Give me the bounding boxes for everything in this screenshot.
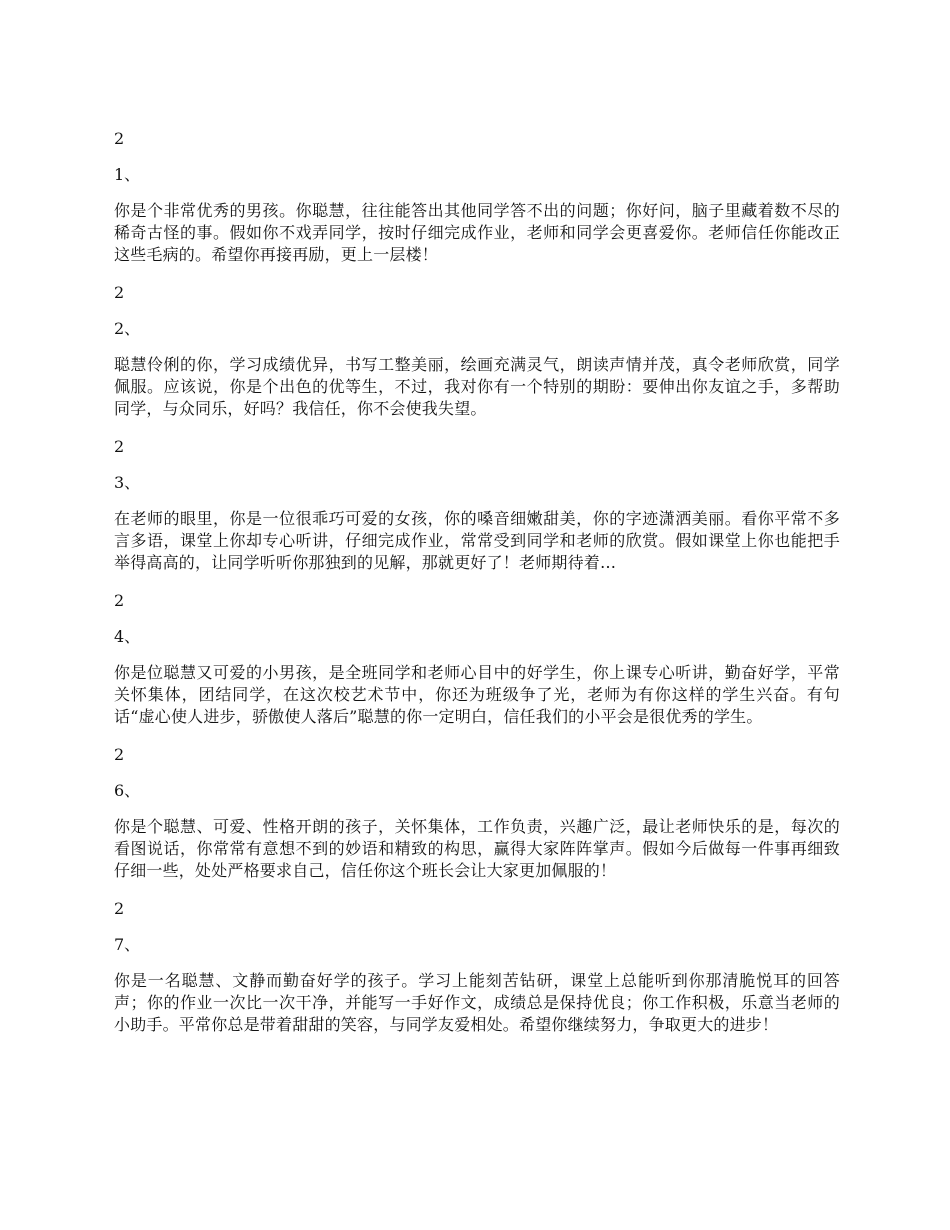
entry-paragraph: 聪慧伶俐的你，学习成绩优异，书写工整美丽，绘画充满灵气，朗读声情并茂，真令老师欣赏，同学佩服。应该说，你是个出色的优等生，不过，我对你有一个特别的期盼：要伸出你友谊之手，多帮助同学，与众同乐，好吗？我信任，你不会使我失望。 [114,355,840,418]
comment-entry-1 [114,128,840,266]
entry-index: 7、 [114,935,141,954]
entry-paragraph: 在老师的眼里，你是一位很乖巧可爱的女孩，你的嗓音细嫩甜美，你的字迹潇洒美丽。看你平常不多言多语，课堂上你却专心听讲，仔细完成作业，常常受到同学和老师的欣赏。假如课堂上你也能把手举得高高的，让同学听听你那独到的见解，那就更好了！老师期待着… [114,509,840,572]
entry-paragraph: 你是位聪慧又可爱的小男孩，是全班同学和老师心目中的好学生，你上课专心听讲，勤奋好学，平常关怀集体，团结同学，在这次校艺术节中，你还为班级争了光，老师为有你这样的学生兴奋。有句话“虚心使人进步，骄傲使人落后”聪慧的你一定明白，信任我们的小平会是很优秀的学生。 [114,663,840,726]
entry-paragraph: 你是个聪慧、可爱、性格开朗的孩子，关怀集体，工作负责，兴趣广泛，最让老师快乐的是，每次的看图说话，你常常有意想不到的妙语和精致的构思，赢得大家阵阵掌声。假如今后做每一件事再细致仔细一些，处处严格要求自己，信任你这个班长会让大家更加佩服的！ [114,817,840,880]
entry-paragraph: 你是个非常优秀的男孩。你聪慧，往往能答出其他同学答不出的问题；你好问，脑子里藏着数不尽的稀奇古怪的事。假如你不戏弄同学，按时仔细完成作业，老师和同学会更喜爱你。老师信任你能改正这些毛病的。希望你再接再励，更上一层楼！ [114,201,840,264]
entry-number: 2 [114,283,125,302]
entry-number: 2 [114,591,125,610]
entry-index: 3、 [114,473,141,492]
entry-index: 1、 [114,165,141,184]
comment-entry-6 [114,898,840,1036]
document-body [114,128,840,1052]
entry-number: 2 [114,129,125,148]
comment-entry-5 [114,744,840,882]
comment-entry-4 [114,590,840,728]
entry-number: 2 [114,899,125,918]
comment-entry-2 [114,282,840,420]
entry-number: 2 [114,745,125,764]
entry-number: 2 [114,437,125,456]
entry-index: 2、 [114,319,141,338]
entry-paragraph: 你是一名聪慧、文静而勤奋好学的孩子。学习上能刻苦钻研，课堂上总能听到你那清脆悦耳的回答声；你的作业一次比一次干净，并能写一手好作文，成绩总是保持优良；你工作积极，乐意当老师的小助手。平常你总是带着甜甜的笑容，与同学友爱相处。希望你继续努力，争取更大的进步！ [114,971,840,1034]
comment-entry-3 [114,436,840,574]
entry-index: 4、 [114,627,141,646]
entry-index: 6、 [114,781,141,800]
